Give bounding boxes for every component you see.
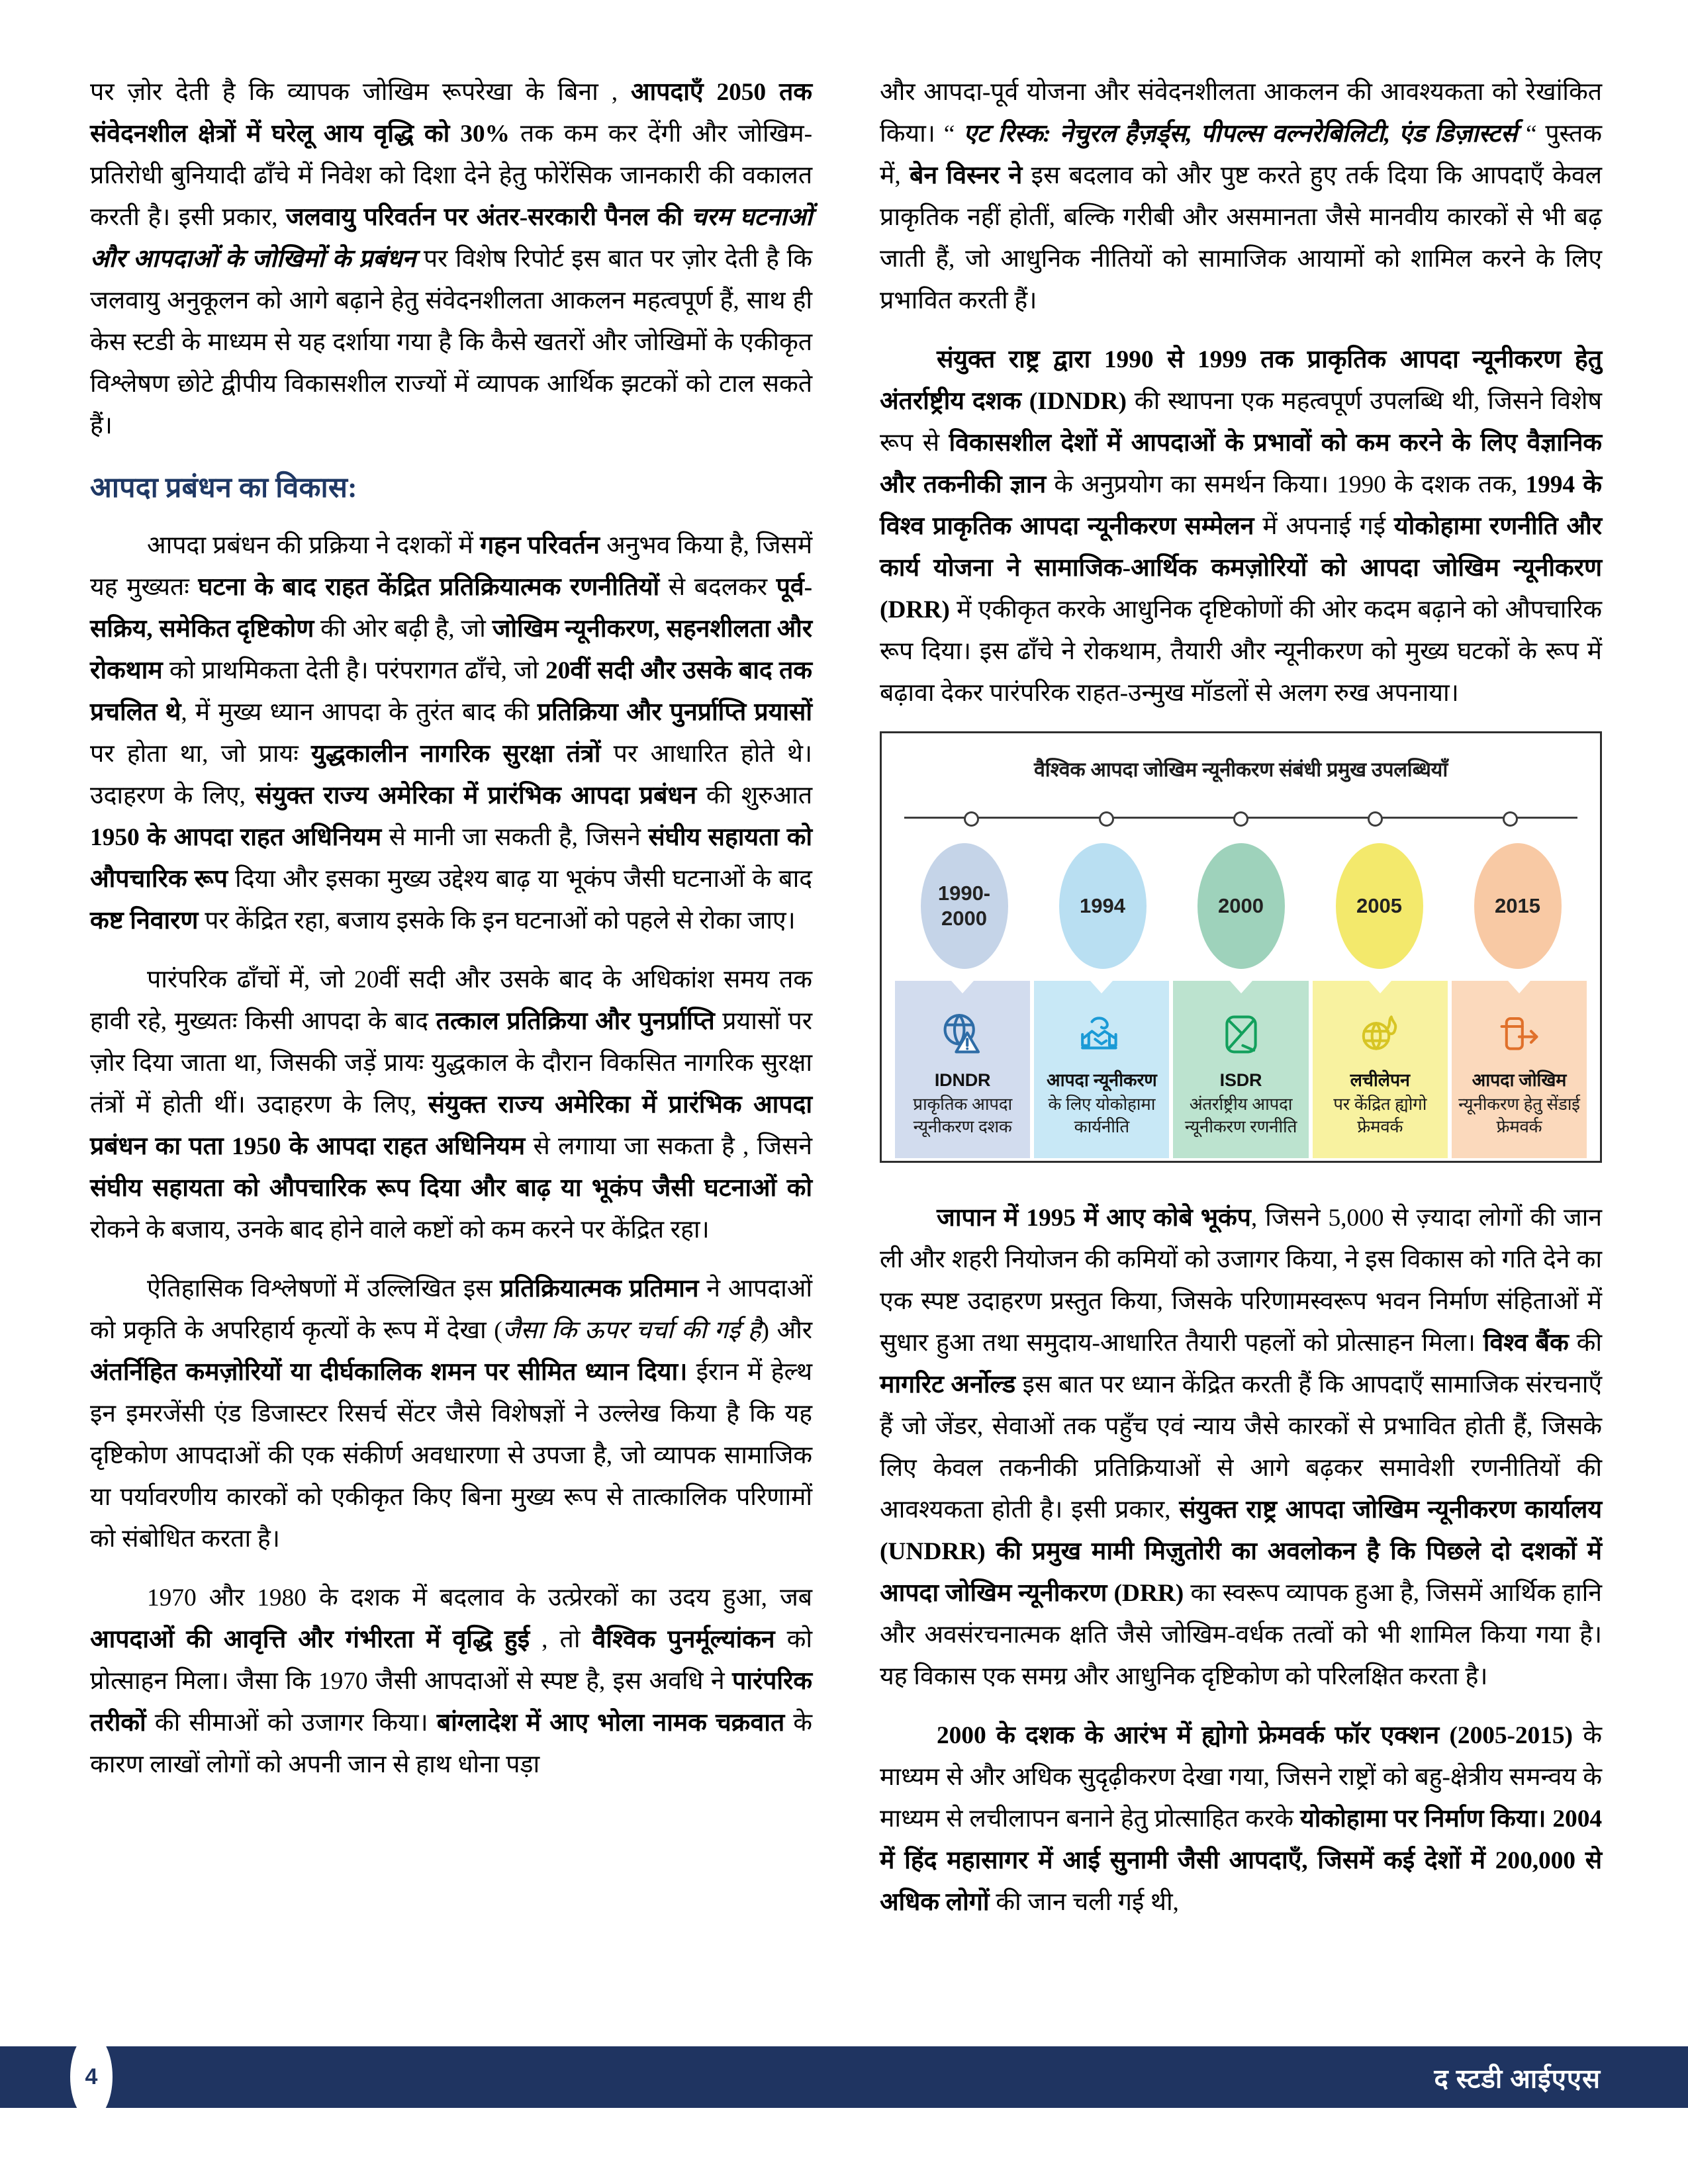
card-notch <box>1090 981 1113 993</box>
card-notch <box>1230 981 1252 993</box>
milestone-card-1990-2000 <box>895 981 1030 1158</box>
timeline-axis <box>904 802 1577 833</box>
timeline-node-2005 <box>1308 802 1442 827</box>
timeline-year-ovals <box>895 843 1587 969</box>
milestone-description: के लिए योकोहामा कार्यनीति <box>1048 1094 1156 1136</box>
timeline-dot-icon <box>964 811 979 827</box>
year-oval-2005: 2005 <box>1336 843 1423 969</box>
milestone-card-1994 <box>1034 981 1169 1158</box>
infographic-timeline <box>880 731 1602 1163</box>
paragraph: आपदा प्रबंधन की प्रक्रिया ने दशकों में गहन परिवर्तन अनुभव किया है, जिसमें यह मुख्यतः घटना के बाद राहत केंद्रित प्रतिक्रियात्मक रणनीतियों से बदलकर पूर्व-सक्रिय, समेकित दृष्टिकोण की ओर बढ़ी है, जो जोखिम न्यूनीकरण, सहनशीलता और रोकथाम को प्राथमिकता देती है। परंपरागत ढाँचे, जो 20वीं सदी और उसके बाद तक प्रचलित थे, में मुख्य ध्यान आपदा के तुरंत बाद की प्रतिक्रिया और पुनर्प्राप्ति प्रयासों पर होता था, जो प्रायः युद्धकालीन नागरिक सुरक्षा तंत्रों पर आधारित होते थे। उदाहरण के लिए, संयुक्त राज्य अमेरिका में प्रारंभिक आपदा प्रबंधन की शुरुआत 1950 के आपदा राहत अधिनियम से मानी जा सकती है, जिसने संघीय सहायता को औपचारिक रूप दिया और इसका मुख्य उद्देश्य बाढ़ या भूकंप जैसी घटनाओं के बाद कष्ट निवारण पर केंद्रित रहा, बजाय इसके कि इन घटनाओं को पहले से रोका जाए। <box>90 532 813 934</box>
milestone-label: आपदा जोखिम <box>1472 1070 1567 1090</box>
handshake-icon <box>1078 1009 1125 1060</box>
timeline-node-2000 <box>1174 802 1308 827</box>
timeline-dots <box>904 802 1577 827</box>
year-oval-2015: 2015 <box>1474 843 1562 969</box>
timeline-node-1990-2000 <box>904 802 1039 827</box>
year-oval-cell <box>895 843 1033 969</box>
year-oval-cell <box>1033 843 1172 969</box>
milestone-description: पर केंद्रित ह्योगो फ्रेमवर्क <box>1333 1094 1427 1136</box>
section-heading: आपदा प्रबंधन का विकास: <box>90 473 357 504</box>
shield-route-icon <box>1217 1009 1265 1060</box>
paragraph: पारंपरिक ढाँचों में, जो 20वीं सदी और उसके बाद के अधिकांश समय तक हावी रहे, मुख्यतः किसी आपदा के बाद तत्काल प्रतिक्रिया और पुनर्प्राप्ति प्रयासों पर ज़ोर दिया जाता था, जिसकी जड़ें प्रायः युद्धकाल के दौरान विकसित नागरिक सुरक्षा तंत्रों में होती थीं। उदाहरण के लिए, संयुक्त राज्य अमेरिका में प्रारंभिक आपदा प्रबंधन का पता 1950 के आपदा राहत अधिनियम से लगाया जा सकता है , जिसने संघीय सहायता को औपचारिक रूप दिया और बाढ़ या भूकंप जैसी घटनाओं को रोकने के बजाय, उनके बाद होने वाले कष्टों को कम करने पर केंद्रित रहा। <box>90 966 812 1244</box>
milestone-description: अंतर्राष्ट्रीय आपदा न्यूनीकरण रणनीति <box>1184 1094 1297 1136</box>
timeline-dot-icon <box>1233 811 1248 827</box>
left-column <box>90 71 812 2011</box>
paragraph: ऐतिहासिक विश्लेषणों में उल्लिखित इस प्रतिक्रियात्मक प्रतिमान ने आपदाओं को प्रकृति के अपरिहार्य कृत्यों के रूप में देखा (जैसा कि ऊपर चर्चा की गई है) और अंतर्निहित कमज़ोरियों या दीर्घकालिक शमन पर सीमित ध्यान दिया। ईरान में हेल्थ इन इमरजेंसी एंड डिजास्टर रिसर्च सेंटर जैसे विशेषज्ञों ने उल्लेख किया है कि यह दृष्टिकोण आपदाओं की एक संकीर्ण अवधारणा से उपजा है, जो व्यापक सामाजिक या पर्यावरणीय कारकों को एकीकृत किए बिना मुख्य रूप से तात्कालिक परिणामों को संबोधित करता है। <box>90 1275 813 1553</box>
card-notch <box>951 981 974 993</box>
milestone-card-2000 <box>1173 981 1308 1158</box>
year-oval-cell <box>1172 843 1310 969</box>
paragraph: संयुक्त राष्ट्र द्वारा 1990 से 1999 तक प्राकृतिक आपदा न्यूनीकरण हेतु अंतर्राष्ट्रीय दशक (IDNDR) की स्थापना एक महत्वपूर्ण उपलब्धि थी, जिसने विशेष रूप से विकासशील देशों में आपदाओं के प्रभावों को कम करने के लिए वैज्ञानिक और तकनीकी ज्ञान के अनुप्रयोग का समर्थन किया। 1990 के दशक तक, 1994 के विश्व प्राकृतिक आपदा न्यूनीकरण सम्मेलन में अपनाई गई योकोहामा रणनीति और कार्य योजना ने सामाजिक-आर्थिक कमज़ोरियों को आपदा जोखिम न्यूनीकरण (DRR) में एकीकृत करके आधुनिक दृष्टिकोणों की ओर कदम बढ़ाने को औपचारिक रूप दिया। इस ढाँचे ने रोकथाम, तैयारी और न्यूनीकरण को मुख्य घटकों के रूप में बढ़ावा देकर पारंपरिक राहत-उन्मुख मॉडलों से अलग रुख अपनाया। <box>880 346 1602 707</box>
timeline-dot-icon <box>1099 811 1114 827</box>
footer-brand: द स्टडी आईएएस <box>1434 2064 1601 2093</box>
year-oval-cell <box>1448 843 1587 969</box>
page-content <box>90 71 1602 2011</box>
milestone-label: IDNDR <box>934 1070 991 1090</box>
milestone-description: प्राकृतिक आपदा न्यूनीकरण दशक <box>913 1094 1012 1136</box>
right-column <box>880 71 1602 2011</box>
year-oval-1994: 1994 <box>1059 843 1147 969</box>
milestone-label: आपदा न्यूनीकरण <box>1046 1070 1157 1090</box>
year-oval-2000: 2000 <box>1197 843 1285 969</box>
milestone-description: न्यूनीकरण हेतु सेंडाई फ्रेमवर्क <box>1458 1094 1580 1136</box>
timeline-node-2015 <box>1443 802 1577 827</box>
milestone-card-2005 <box>1313 981 1448 1158</box>
milestone-label: लचीलेपन <box>1350 1070 1410 1090</box>
milestone-label: ISDR <box>1219 1070 1262 1090</box>
card-notch <box>1508 981 1530 993</box>
page-footer <box>0 2046 1688 2108</box>
paragraph: 1970 और 1980 के दशक में बदलाव के उत्प्रेरकों का उदय हुआ, जब आपदाओं की आवृत्ति और गंभीरता में वृद्धि हुई , तो वैश्विक पुनर्मूल्यांकन को प्रोत्साहन मिला। जैसा कि 1970 जैसी आपदाओं से स्पष्ट है, इस अवधि ने पारंपरिक तरीकों की सीमाओं को उजागर किया। बांग्लादेश में आए भोला नामक चक्रवात के कारण लाखों लोगों को अपनी जान से हाथ धोना पड़ा <box>90 1584 812 1778</box>
timeline-cards <box>895 981 1587 1158</box>
globe-warning-icon <box>939 1009 986 1060</box>
paragraph: 2000 के दशक के आरंभ में ह्योगो फ्रेमवर्क फॉर एक्शन (2005-2015) के माध्यम से और अधिक सुदृढ़ीकरण देखा गया, जिसने राष्ट्रों को बहु-क्षेत्रीय समन्वय के माध्यम से लचीलापन बनाने हेतु प्रोत्साहित करके योकोहामा पर निर्माण किया। 2004 में हिंद महासागर में आई सुनामी जैसी आपदाएँ, जिसमें कई देशों में 200,000 से अधिक लोगों की जान चली गई थी, <box>880 1722 1602 1916</box>
exit-arrow-icon <box>1495 1009 1543 1060</box>
globe-flame-icon <box>1356 1009 1404 1060</box>
paragraph-continuation: पर ज़ोर देती है कि व्यापक जोखिम रूपरेखा के बिना , आपदाएँ 2050 तक संवेदनशील क्षेत्रों में घरेलू आय वृद्धि को 30% तक कम कर देंगी और जोखिम-प्रतिरोधी बुनियादी ढाँचे में निवेश को दिशा देने हेतु फोरेंसिक जानकारी की वकालत करती है। इसी प्रकार, जलवायु परिवर्तन पर अंतर-सरकारी पैनल की चरम घटनाओं और आपदाओं के जोखिमों के प्रबंधन पर विशेष रिपोर्ट इस बात पर ज़ोर देती है कि जलवायु अनुकूलन को आगे बढ़ाने हेतु संवेदनशीलता आकलन महत्वपूर्ण हैं, साथ ही केस स्टडी के माध्यम से यह दर्शाया गया है कि कैसे खतरों और जोखिमों के एकीकृत विश्लेषण छोटे द्वीपीय विकासशील राज्यों में व्यापक आर्थिक झटकों को टाल सकते हैं। <box>90 79 813 439</box>
timeline-dot-icon <box>1368 811 1383 827</box>
card-notch <box>1369 981 1391 993</box>
infographic-title: वैश्विक आपदा जोखिम न्यूनीकरण संबंधी प्रमुख उपलब्धियाँ <box>1034 758 1448 781</box>
paragraph-continuation: और आपदा-पूर्व योजना और संवेदनशीलता आकलन की आवश्यकता को रेखांकित किया। “ एट रिस्क: नेचुरल हैज़र्ड्स, पीपल्स वल्नरेबिलिटी, एंड डिज़ास्टर्स “ पुस्तक में, बेन विस्नर ने इस बदलाव को और पुष्ट करते हुए तर्क दिया कि आपदाएँ केवल प्राकृतिक नहीं होतीं, बल्कि गरीबी और असमानता जैसे मानवीय कारकों से भी बढ़ जाती हैं, जो आधुनिक नीतियों को सामाजिक आयामों को शामिल करने के लिए प्रभावित करती हैं। <box>880 79 1602 314</box>
paragraph: जापान में 1995 में आए कोबे भूकंप, जिसने 5,000 से ज़्यादा लोगों की जान ली और शहरी नियोजन की कमियों को उजागर किया, ने इस विकास को गति देने का एक स्पष्ट उदाहरण प्रस्तुत किया, जिसके परिणामस्वरूप भवन निर्माण संहिताओं में सुधार हुआ तथा समुदाय-आधारित तैयारी पहलों को प्रोत्साहन मिला। विश्व बैंक की मागरिट अर्नोल्ड इस बात पर ध्यान केंद्रित करती हैं कि आपदाएँ सामाजिक संरचनाएँ हैं जो जेंडर, सेवाओं तक पहुँच एवं न्याय जैसे कारकों से प्रभावित होती हैं, जिसके लिए केवल तकनीकी प्रतिक्रियाओं से आगे बढ़कर समावेशी रणनीतियों की आवश्यकता होती है। इसी प्रकार, संयुक्त राष्ट्र आपदा जोखिम न्यूनीकरण कार्यालय (UNDRR) की प्रमुख मामी मिज़ुतोरी का अवलोकन है कि पिछले दो दशकों में आपदा जोखिम न्यूनीकरण (DRR) का स्वरूप व्यापक हुआ है, जिसमें आर्थिक हानि और अवसंरचनात्मक क्षति जैसे जोखिम-वर्धक तत्वों को भी शामिल किया गया है। यह विकास एक समग्र और आधुनिक दृष्टिकोण को परिलक्षित करता है। <box>880 1205 1602 1690</box>
milestone-card-2015 <box>1452 981 1587 1158</box>
year-oval-1990-2000: 1990- 2000 <box>921 843 1008 969</box>
page-number-badge: 4 <box>70 2034 113 2119</box>
timeline-node-1994 <box>1039 802 1173 827</box>
timeline-dot-icon <box>1503 811 1518 827</box>
year-oval-cell <box>1310 843 1448 969</box>
